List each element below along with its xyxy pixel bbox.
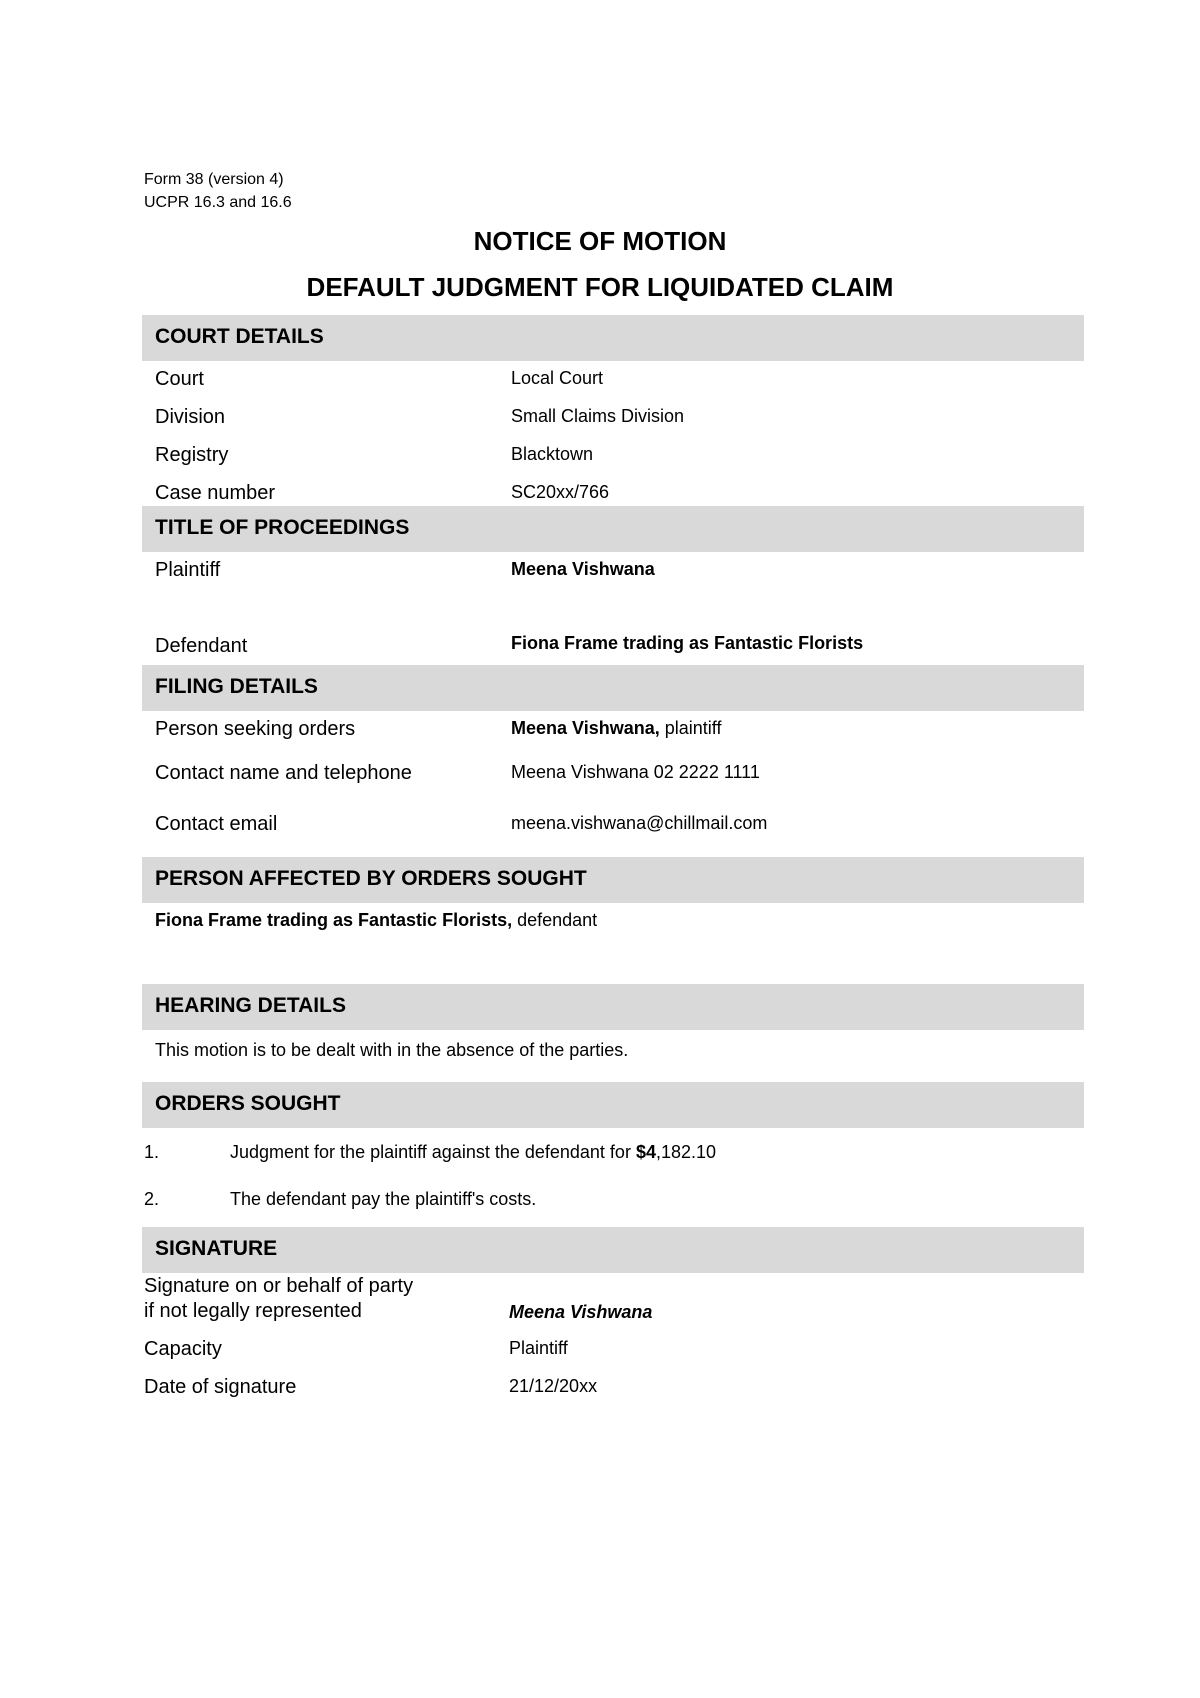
- document-subtitle: DEFAULT JUDGMENT FOR LIQUIDATED CLAIM: [306, 272, 894, 302]
- affected-name: Fiona Frame trading as Fantastic Florists,: [155, 910, 513, 930]
- defendant-label: Defendant: [155, 635, 248, 657]
- person-affected-header: [142, 857, 1084, 903]
- registry-label: Registry: [155, 444, 229, 466]
- contact-name-value: Meena Vishwana 02 2222 1111: [511, 762, 760, 782]
- filing-details-header: [142, 665, 1084, 711]
- section-heading: PERSON AFFECTED BY ORDERS SOUGHT: [155, 867, 587, 890]
- orders-sought-header: [142, 1082, 1084, 1128]
- section-heading: SIGNATURE: [155, 1237, 278, 1260]
- hearing-details-text: This motion is to be dealt with in the absence of the parties.: [155, 1040, 629, 1060]
- order-text-before: Judgment for the plaintiff against the defendant for: [230, 1142, 636, 1162]
- order-number: 2.: [144, 1189, 160, 1209]
- person-seeking-orders-label: Person seeking orders: [155, 718, 356, 740]
- capacity-value: Plaintiff: [509, 1338, 568, 1358]
- affected-role: defendant: [512, 910, 598, 930]
- order-number: 1.: [144, 1142, 160, 1162]
- form-number: Form 38 (version 4): [144, 171, 284, 188]
- order-text: [230, 1142, 716, 1163]
- case-number-label: Case number: [155, 482, 276, 504]
- date-of-signature-value: 21/12/20xx: [509, 1376, 598, 1396]
- signature-value: Meena Vishwana: [509, 1302, 653, 1322]
- section-heading: ORDERS SOUGHT: [155, 1092, 341, 1115]
- hearing-details-header: [142, 984, 1084, 1030]
- defendant-value: Fiona Frame trading as Fantastic Florists: [511, 633, 864, 653]
- title-of-proceedings-header: [142, 506, 1084, 552]
- form-rule-reference: UCPR 16.3 and 16.6: [144, 194, 292, 211]
- plaintiff-value: Meena Vishwana: [511, 559, 655, 579]
- document-title: NOTICE OF MOTION: [473, 226, 727, 256]
- division-value: Small Claims Division: [511, 406, 685, 426]
- section-heading: HEARING DETAILS: [155, 994, 346, 1017]
- person-role: plaintiff: [659, 718, 722, 738]
- section-heading: COURT DETAILS: [155, 325, 324, 348]
- plaintiff-label: Plaintiff: [155, 559, 221, 581]
- person-seeking-orders-value: [511, 718, 721, 739]
- signature-header: [142, 1227, 1084, 1273]
- registry-value: Blacktown: [511, 444, 594, 464]
- court-label: Court: [155, 368, 204, 390]
- court-details-header: [142, 315, 1084, 361]
- capacity-label: Capacity: [144, 1338, 222, 1360]
- case-number-value: SC20xx/766: [511, 482, 610, 502]
- order-text: The defendant pay the plaintiff's costs.: [230, 1189, 537, 1209]
- order-amount-bold: $4: [635, 1142, 656, 1162]
- court-value: Local Court: [511, 368, 604, 388]
- signature-label-line1: Signature on or behalf of party: [144, 1275, 414, 1297]
- person-name: Meena Vishwana,: [511, 718, 660, 738]
- order-amount-rest: ,182.10: [655, 1142, 717, 1162]
- division-label: Division: [155, 406, 226, 428]
- section-heading: TITLE OF PROCEEDINGS: [155, 516, 410, 539]
- date-of-signature-label: Date of signature: [144, 1376, 297, 1398]
- signature-label-line2: if not legally represented: [144, 1300, 362, 1322]
- contact-email-label: Contact email: [155, 813, 278, 835]
- contact-email-value: meena.vishwana@chillmail.com: [511, 813, 768, 833]
- contact-name-label: Contact name and telephone: [155, 762, 412, 784]
- person-affected-value: [155, 910, 597, 931]
- section-heading: FILING DETAILS: [155, 675, 318, 698]
